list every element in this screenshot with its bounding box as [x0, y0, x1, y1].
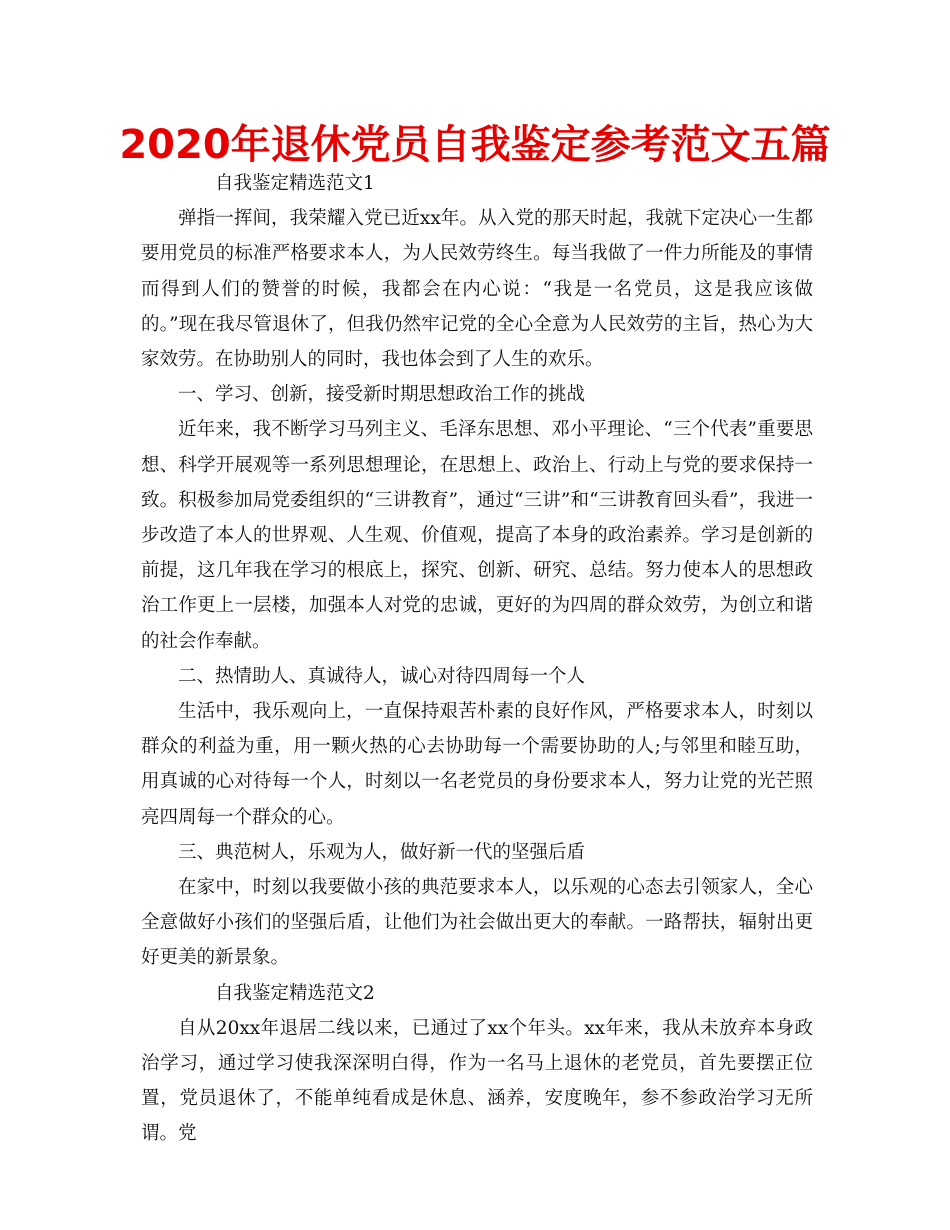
paragraph-study: 近年来，我不断学习马列主义、毛泽东思想、邓小平理论、“三个代表”重要思想、科学开展观等一系列思想理论，在思想上、政治上、行动上与党的要求保持一致。积极参加局党委组织的“三讲教育”，通过“三讲”和“三讲教育回头看”，我进一步改造了本人的世界观、人生观、价值观，提高了本身的政治素养。学习是创新的前提，这几年我在学习的根底上，探究、创新、研究、总结。努力使本人的思想政治工作更上一层楼，加强本人对党的忠诚，更好的为四周的群众效劳，为创立和谐的社会作奉献。	[141, 419, 813, 652]
point-heading-1: 一、学习、创新，接受新时期思想政治工作的挑战	[178, 384, 586, 406]
section-heading-2: 自我鉴定精选范文2	[215, 982, 375, 1004]
paragraph-retirement: 自从20xx年退居二线以来，已通过了xx个年头。xx年来，我从未放弃本身政治学习，通过学习使我深深明白得，作为一名马上退休的老党员，首先要摆正位置，党员退休了，不能单纯看成是休息、涵养，安度晚年，参不参政治学习无所谓。党	[141, 1017, 813, 1145]
paragraph-family: 在家中，时刻以我要做小孩的典范要求本人，以乐观的心态去引领家人，全心全意做好小孩们的坚强后盾，让他们为社会做出更大的奉献。一路帮扶，辐射出更好更美的新景象。	[141, 877, 813, 969]
point-heading-3: 三、典范树人，乐观为人，做好新一代的坚强后盾	[178, 841, 586, 863]
paragraph-life: 生活中，我乐观向上，一直保持艰苦朴素的良好作风，严格要求本人，时刻以群众的利益为重，用一颗火热的心去协助每一个需要协助的人;与邻里和睦互助，用真诚的心对待每一个人，时刻以一名老党员的身份要求本人，努力让党的光芒照亮四周每一个群众的心。	[141, 701, 813, 828]
document-body	[141, 166, 813, 1152]
section-heading-1: 自我鉴定精选范文1	[215, 173, 375, 194]
paragraph-intro: 弹指一挥间，我荣耀入党已近xx年。从入党的那天时起，我就下定决心一生都要用党员的标准严格要求本人，为人民效劳终生。每当我做了一件力所能及的事情而得到人们的赞誉的时候，我都会在内心说：“我是一名党员，这是我应该做的。”现在我尽管退休了，但我仍然牢记党的全心全意为人民效劳的主旨，热心为大家效劳。在协助别人的同时，我也体会到了人生的欢乐。	[141, 208, 813, 371]
document-title: 2020年退休党员自我鉴定参考范文五篇	[119, 122, 831, 168]
point-heading-2: 二、热情助人、真诚待人，诚心对待四周每一个人	[178, 665, 586, 687]
